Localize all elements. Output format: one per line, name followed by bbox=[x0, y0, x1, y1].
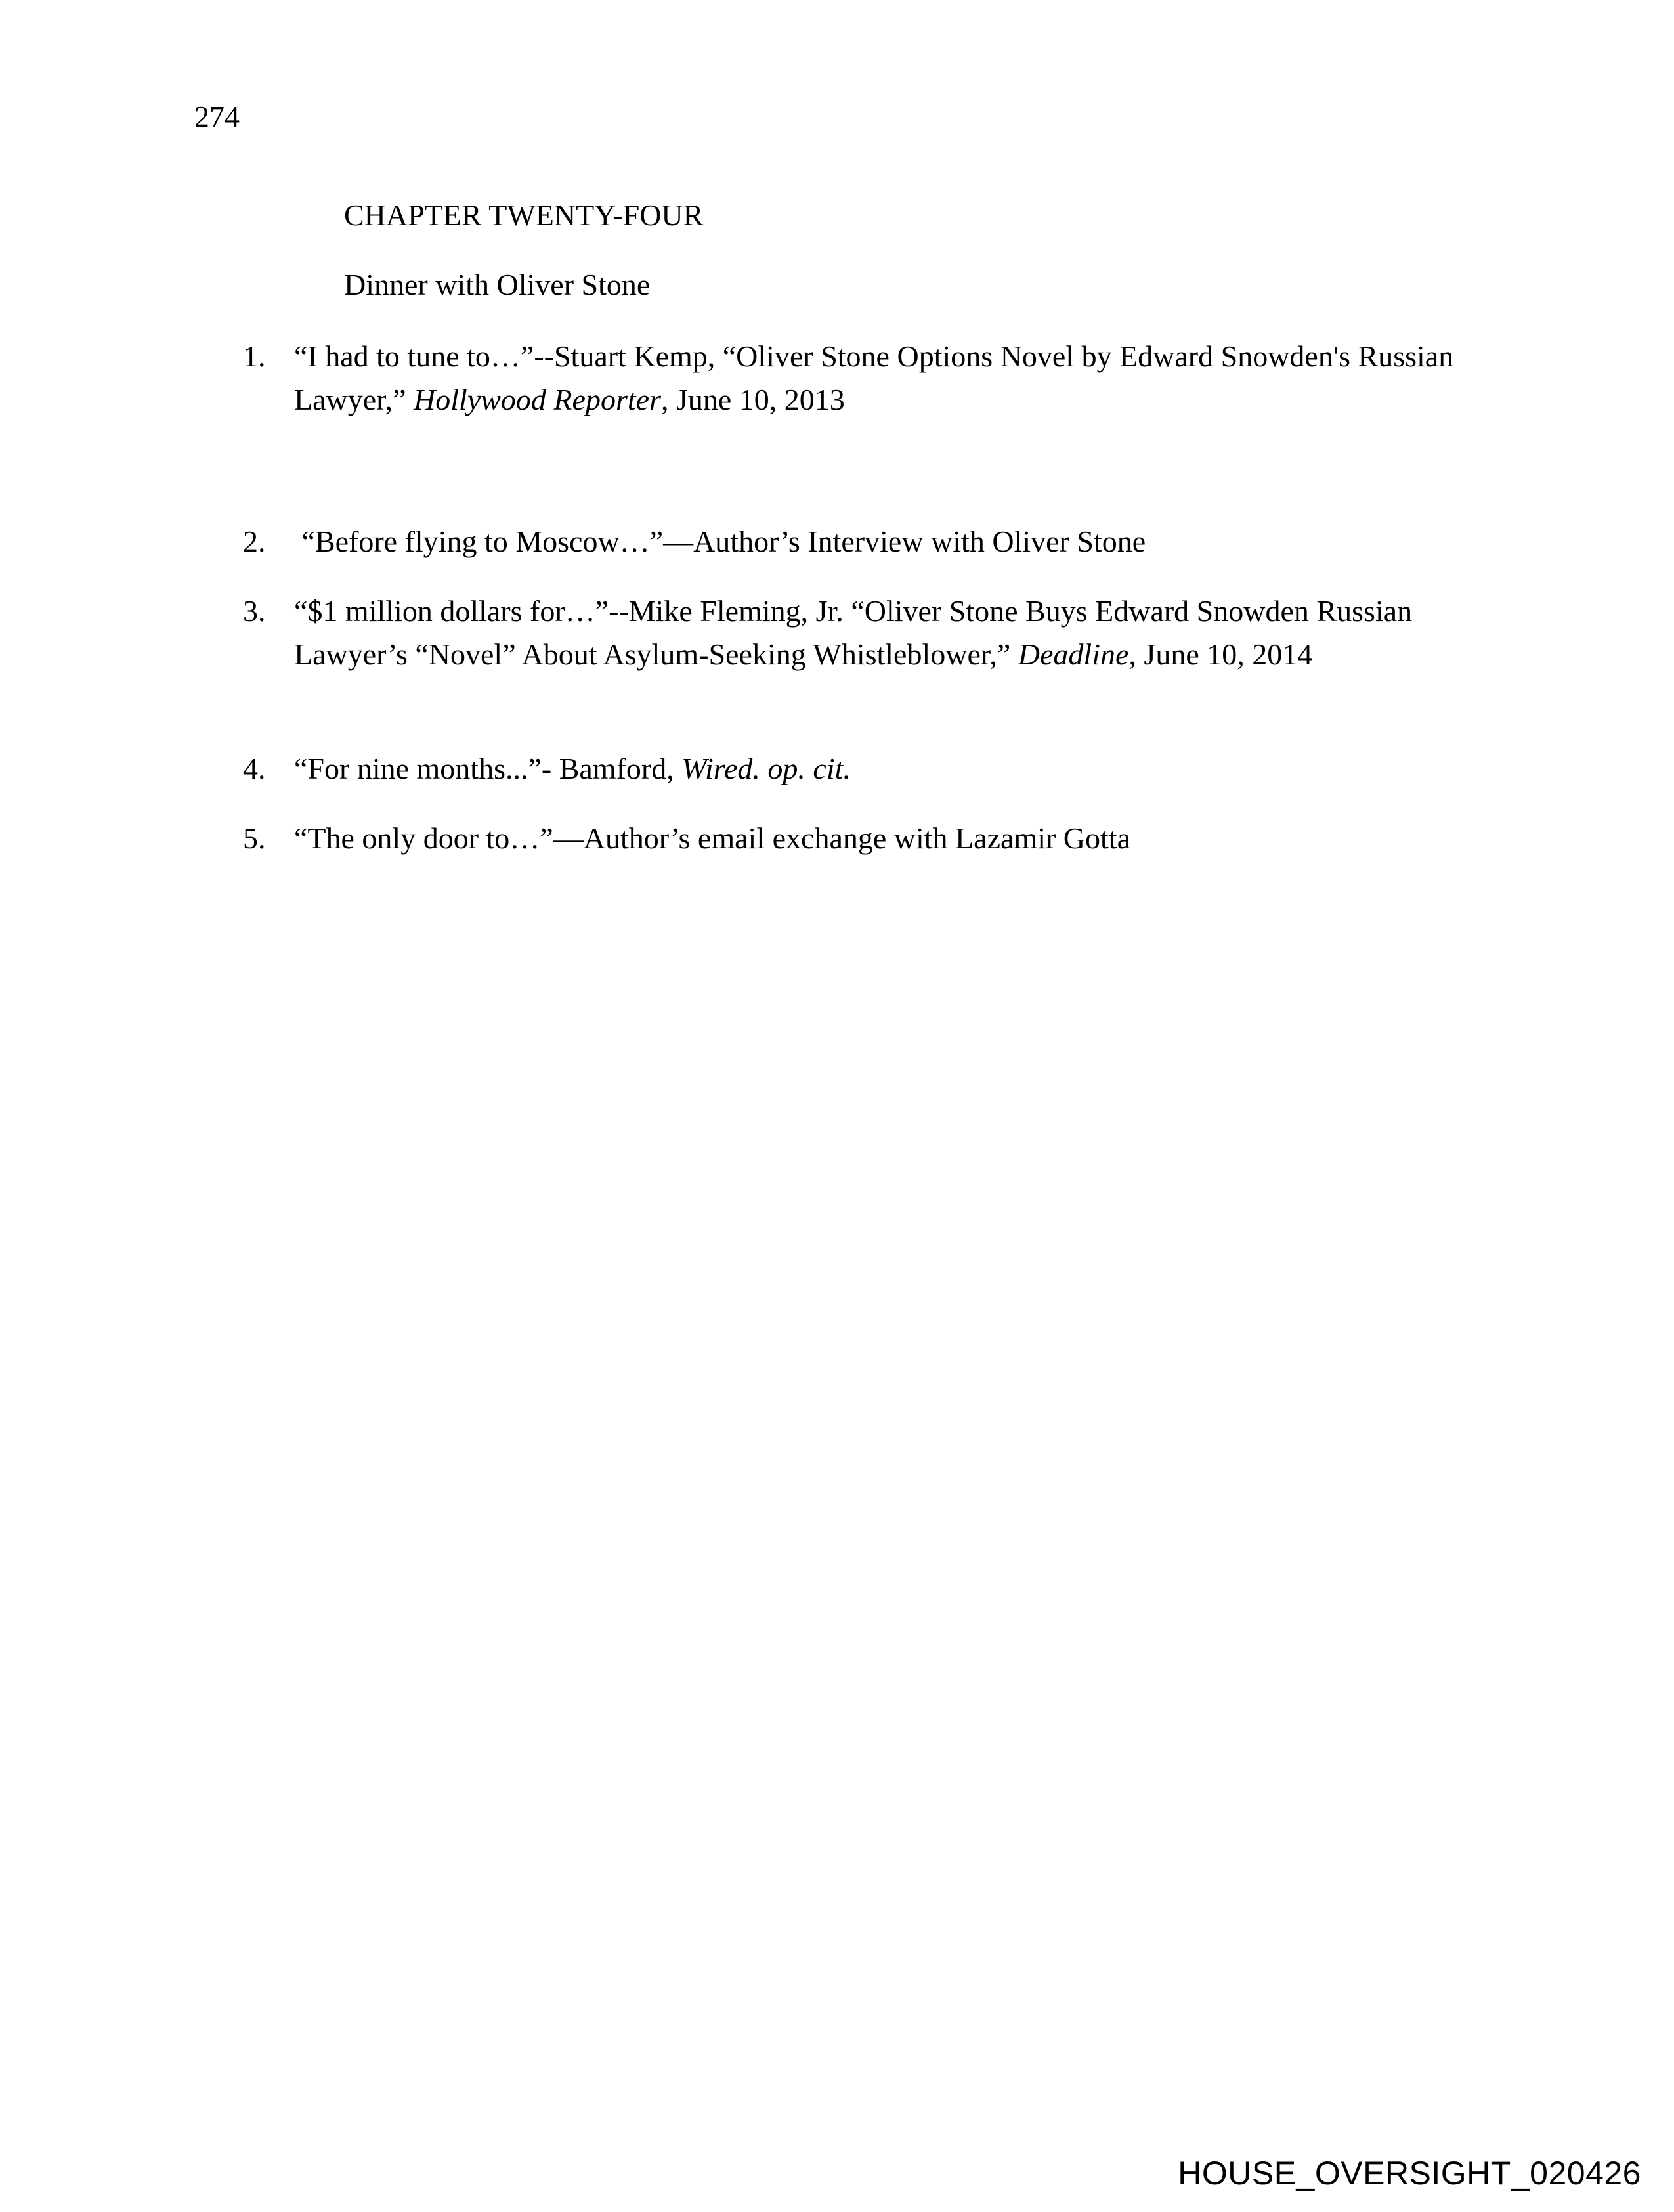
endnote-number: 2. bbox=[243, 525, 266, 558]
chapter-title: CHAPTER TWENTY-FOUR bbox=[344, 198, 704, 232]
endnote-text bbox=[294, 747, 1464, 791]
endnote-source-title: Wired. op. cit. bbox=[681, 752, 851, 785]
endnote-number: 1. bbox=[243, 339, 266, 373]
endnote-text bbox=[294, 817, 1464, 860]
endnote-text-part: “Before flying to Moscow…”—Author’s Interview with Oliver Stone bbox=[294, 525, 1146, 558]
endnote-3 bbox=[243, 590, 1464, 676]
endnote-1 bbox=[243, 335, 1464, 422]
endnote-text-part: “The only door to…”—Author’s email exchange with Lazamir Gotta bbox=[294, 821, 1130, 855]
endnote-text-part: “I had to tune to…”--Stuart Kemp, “Oliver Stone Options Novel by Edward Snowden's Russian Lawyer,” bbox=[294, 339, 1454, 416]
chapter-subtitle: Dinner with Oliver Stone bbox=[344, 268, 651, 301]
endnote-number: 3. bbox=[243, 594, 266, 628]
endnote-4 bbox=[243, 747, 1464, 791]
endnote-5 bbox=[243, 817, 1464, 860]
endnote-source-title: Hollywood Reporter bbox=[414, 383, 661, 416]
endnote-text bbox=[294, 520, 1464, 563]
bates-number: HOUSE_OVERSIGHT_020426 bbox=[1178, 2155, 1641, 2192]
endnote-source-title: Deadline, bbox=[1018, 638, 1136, 671]
endnote-2 bbox=[243, 520, 1464, 563]
endnote-text-part: , June 10, 2013 bbox=[660, 383, 845, 416]
endnote-text bbox=[294, 590, 1464, 676]
endnote-text-part: June 10, 2014 bbox=[1136, 638, 1313, 671]
endnote-number: 4. bbox=[243, 752, 266, 785]
page-number: 274 bbox=[194, 100, 240, 133]
endnote-text-part: “For nine months...”- Bamford, bbox=[294, 752, 682, 785]
endnote-number: 5. bbox=[243, 821, 266, 855]
endnote-text-part: “$1 million dollars for…”--Mike Fleming, Jr. “Oliver Stone Buys Edward Snowden Russian Lawyer’s “Novel” About Asylum-Seeking Whistleblower,” bbox=[294, 594, 1413, 671]
endnote-text bbox=[294, 335, 1464, 422]
